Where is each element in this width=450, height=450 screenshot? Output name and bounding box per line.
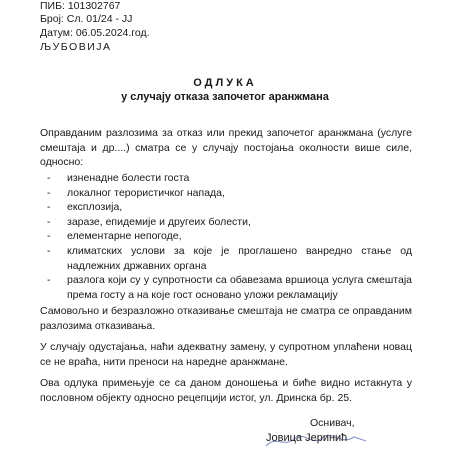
document-subtitle: у случају отказа започетог аранжмана [121, 91, 329, 103]
document-title: ОДЛУКА [193, 77, 257, 89]
founder-name: Јовица Јеринић [266, 432, 348, 444]
list-item: - експлозија, [47, 201, 123, 214]
intro-paragraph: Оправданим разлозима за отказ или прекид започетог аранжмана (услуге смештаја и др....) сматра се у случају постојања околности више силе, односно: [40, 127, 412, 169]
list-item: - изненадне болести госта [47, 172, 190, 184]
founder-label: Оснивач, [310, 417, 355, 429]
list-item: - локалног терористичког напада, [47, 186, 225, 199]
force-majeure-list [40, 171, 412, 302]
list-item: - заразе, епидемије и другеих болести, [47, 215, 251, 228]
dash-marker: - [47, 230, 51, 243]
dash-marker: - [47, 244, 51, 257]
dash-marker: - [47, 201, 51, 214]
document-date: Датум: 06.05.2024.год. [40, 27, 150, 39]
document-number: Број: Сл. 01/24 - JJ [40, 13, 133, 25]
list-item: - климатских услови за које је проглашено ванредно стање од надлежних државних органа [47, 244, 412, 272]
paragraph-validity: Ова одлука примењује се са даном доношења и биће видно истакнута у пословном објекту односно рецепцији истог, ул. Дринска бр. 25. [40, 377, 412, 404]
list-item: - разлога који су у супротности са обавезама вршиоца услуга смештаја према госту а на које гост основано уложи рекламацију [47, 274, 412, 301]
dash-marker: - [47, 215, 51, 228]
dash-marker: - [47, 186, 51, 199]
dash-marker: - [47, 274, 51, 287]
list-item: - елементарне непогоде, [47, 230, 182, 243]
pib-line: ПИБ: 101302767 [40, 0, 121, 12]
paragraph-unjustified-cancellation: Самовољно и безразложно отказивање смештаја не сматра се оправданим разлозима отказивања. [40, 305, 412, 332]
dash-marker: - [47, 172, 51, 184]
paragraph-replacement: У случају одустајања, наћи адекватну замену, у супротном уплаћени новац се не враћа, нити преноси на наредне аранжмане. [40, 341, 412, 368]
city-line: ЉУБОВИЈА [40, 41, 112, 53]
